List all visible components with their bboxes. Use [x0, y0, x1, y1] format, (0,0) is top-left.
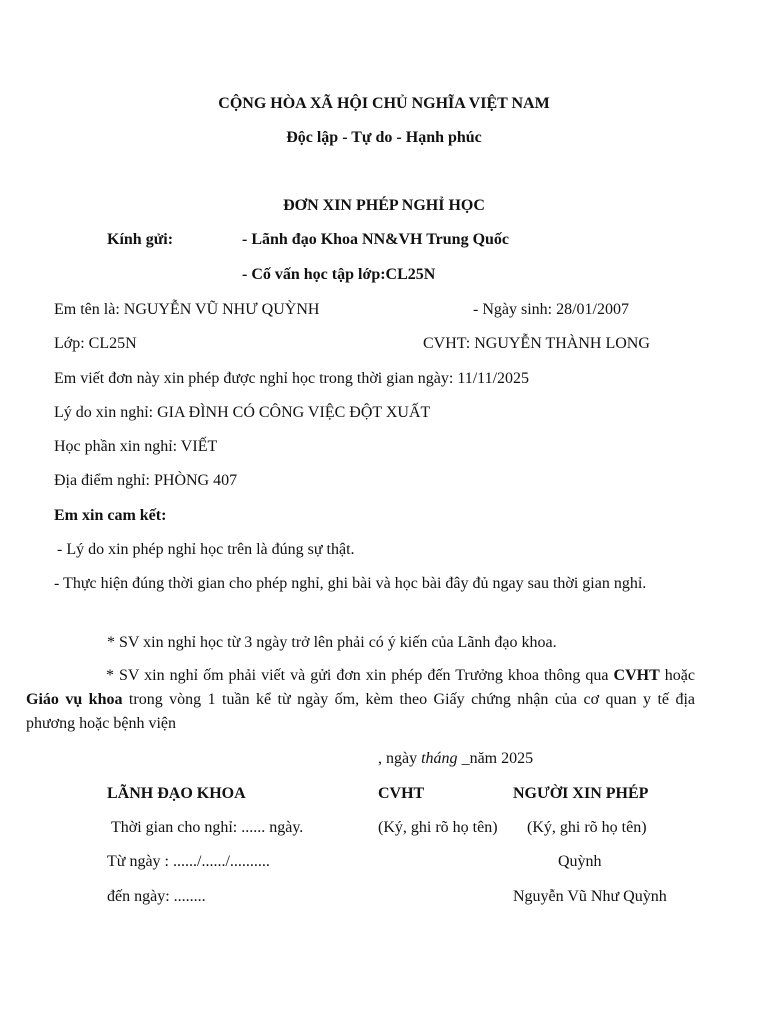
class: Lớp: CL25N — [54, 335, 137, 352]
recipient-label: Kính gửi: — [107, 231, 174, 248]
applicant-sign-hint: (Ký, ghi rõ họ tên) — [527, 819, 647, 836]
commitment-heading: Em xin cam kết: — [54, 507, 167, 524]
date-of-birth: - Ngày sinh: 28/01/2007 — [473, 301, 629, 318]
document-title: ĐƠN XIN PHÉP NGHỈ HỌC — [283, 197, 485, 214]
note-1: * SV xin nghỉ học từ 3 ngày trở lên phải có ý kiến của Lãnh đạo khoa. — [107, 634, 557, 651]
recipient-line-1: - Lãnh đạo Khoa NN&VH Trung Quốc — [242, 231, 510, 248]
note-2: * SV xin nghỉ ốm phải viết và gửi đơn xin phép đến Trưởng khoa thông qua CVHT hoặc Giáo vụ khoa trong vòng 1 tuần kể từ ngày ốm, kèm theo Giấy chứng nhận của cơ quan y tế địa phương hoặc bệnh viện — [26, 667, 695, 732]
advisor-sign-hint: (Ký, ghi rõ họ tên) — [378, 819, 498, 836]
advisor-label: CVHT — [378, 785, 425, 802]
nation-header: CỘNG HÒA XÃ HỘI CHỦ NGHĨA VIỆT NAM — [218, 95, 550, 112]
leave-location: Địa điểm nghỉ: PHÒNG 407 — [54, 472, 238, 489]
allowed-time: Thời gian cho nghỉ: ...... ngày. — [111, 819, 304, 836]
leave-course: Học phần xin nghỉ: VIẾT — [54, 438, 218, 455]
date-line: , ngày tháng _năm 2025 — [378, 750, 534, 767]
applicant-label: NGƯỜI XIN PHÉP — [513, 785, 649, 802]
to-date: đến ngày: ........ — [107, 888, 206, 905]
applicant-signature: Quỳnh — [558, 853, 602, 870]
commitment-item-2: - Thực hiện đúng thời gian cho phép nghỉ, ghi bài và học bài đây đủ ngay sau thời gian nghỉ. — [54, 575, 647, 592]
recipient-line-2: - Cố vấn học tập lớp:CL25N — [242, 266, 436, 283]
leave-reason: Lý do xin nghỉ: GIA ĐÌNH CÓ CÔNG VIỆC ĐỘT XUẤT — [54, 404, 431, 421]
student-name: Em tên là: NGUYỄN VŨ NHƯ QUỲNH — [54, 301, 320, 318]
commitment-item-1: - Lý do xin phép nghỉ học trên là đúng sự thật. — [57, 541, 355, 558]
leave-date: Em viết đơn này xin phép được nghỉ học trong thời gian ngày: 11/11/2025 — [54, 370, 530, 387]
applicant-name: Nguyễn Vũ Như Quỳnh — [513, 888, 667, 905]
faculty-head-label: LÃNH ĐẠO KHOA — [107, 785, 246, 802]
from-date: Từ ngày : ....../....../.......... — [107, 853, 270, 870]
advisor: CVHT: NGUYỄN THÀNH LONG — [423, 335, 650, 352]
motto: Độc lập - Tự do - Hạnh phúc — [286, 129, 482, 146]
